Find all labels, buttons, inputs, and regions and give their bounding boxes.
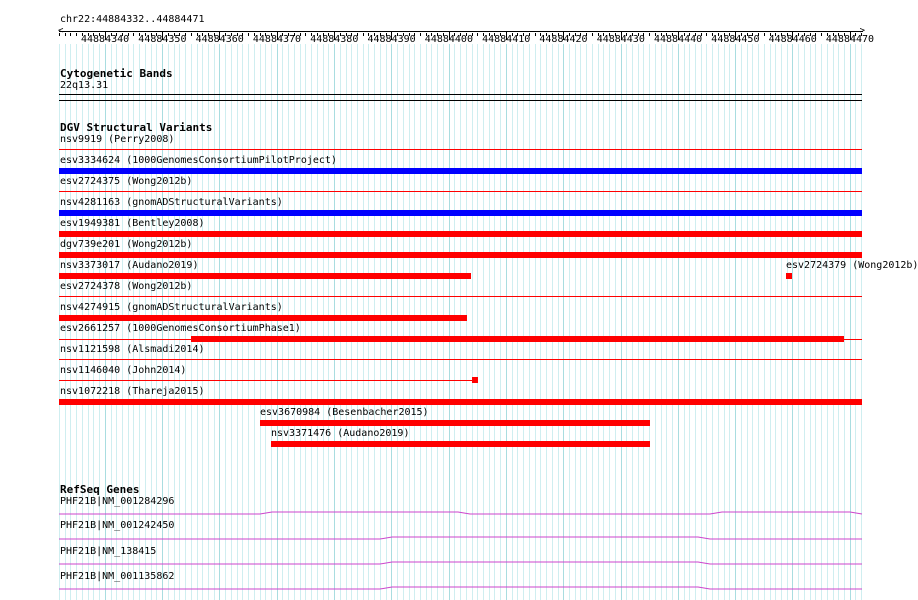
track-divider [59,100,862,101]
gain-bar[interactable] [59,168,862,174]
transcript-label[interactable]: PHF21B|NM_001135862 [60,571,175,582]
feature-label[interactable]: esv2724379 (Wong2012b) [786,260,918,271]
loss-bar[interactable] [59,315,467,321]
loss-bar[interactable] [191,336,844,342]
tick-label: 44884470 [825,34,875,45]
feature-line[interactable] [59,359,862,360]
tick-label: 44884410 [482,34,531,45]
tick-label: 44884370 [252,34,302,45]
tick-label: 44884390 [367,34,416,45]
feature-label[interactable]: esv2724375 (Wong2012b) [60,176,193,187]
loss-bar[interactable] [59,399,862,405]
feature-label[interactable]: nsv4274915 (gnomADStructuralVariants) [60,302,283,313]
refseq-track-title: RefSeq Genes [60,483,140,496]
feature-label[interactable]: nsv1121598 (Alsmadi2014) [60,344,205,355]
cytoband-line [59,94,862,95]
feature-label[interactable]: nsv4281163 (gnomADStructuralVariants) [60,197,283,208]
feature-label[interactable]: nsv9919 (Perry2008) [60,134,175,145]
loss-bar[interactable] [786,273,792,279]
loss-bar[interactable] [59,231,862,237]
feature-label[interactable]: esv2661257 (1000GenomesConsortiumPhase1) [60,323,301,334]
location-label: chr22:44884332..44884471 [60,14,205,25]
transcript-label[interactable]: PHF21B|NM_001242450 [60,520,175,531]
transcript-label[interactable]: PHF21B|NM_138415 [60,546,157,557]
tick-label: 44884350 [138,34,187,45]
feature-label[interactable]: esv2724378 (Wong2012b) [60,281,193,292]
feature-label[interactable]: dgv739e201 (Wong2012b) [60,239,193,250]
left-arrow-icon: < [58,26,64,36]
gain-bar[interactable] [59,210,862,216]
loss-bar[interactable] [260,420,650,426]
feature-label[interactable]: nsv3373017 (Audano2019) [60,260,199,271]
right-arrow-icon: > [859,26,865,36]
feature-label[interactable]: nsv3371476 (Audano2019) [271,428,410,439]
tick-label: 44884360 [195,34,244,45]
tick-label: 44884450 [711,34,760,45]
feature-line[interactable] [59,191,862,192]
loss-bar[interactable] [472,377,478,383]
tick-label: 44884400 [424,34,473,45]
tick-label: 44884430 [596,34,645,45]
cytoband-label[interactable]: 22q13.31 [60,80,109,91]
tick-label: 44884380 [310,34,359,45]
feature-label[interactable]: esv3670984 (Besenbacher2015) [260,407,429,418]
loss-bar[interactable] [59,273,471,279]
feature-label[interactable]: esv1949381 (Bentley2008) [60,218,205,229]
transcript-label[interactable]: PHF21B|NM_001284296 [60,496,175,507]
loss-bar[interactable] [271,441,650,447]
feature-line[interactable] [59,380,472,381]
feature-line[interactable] [59,296,862,297]
feature-line[interactable] [59,149,862,150]
loss-bar[interactable] [59,252,862,258]
feature-label[interactable]: nsv1146040 (John2014) [60,365,187,376]
tick-label: 44884340 [81,34,130,45]
feature-label[interactable]: esv3334624 (1000GenomesConsortiumPilotProject) [60,155,337,166]
cytoband-track-title: Cytogenetic Bands [60,67,173,80]
tick-label: 44884460 [768,34,817,45]
feature-label[interactable]: nsv1072218 (Thareja2015) [60,386,205,397]
tick-label: 44884440 [654,34,703,45]
dgv-track-title: DGV Structural Variants [60,121,213,134]
tick-label: 44884420 [539,34,588,45]
